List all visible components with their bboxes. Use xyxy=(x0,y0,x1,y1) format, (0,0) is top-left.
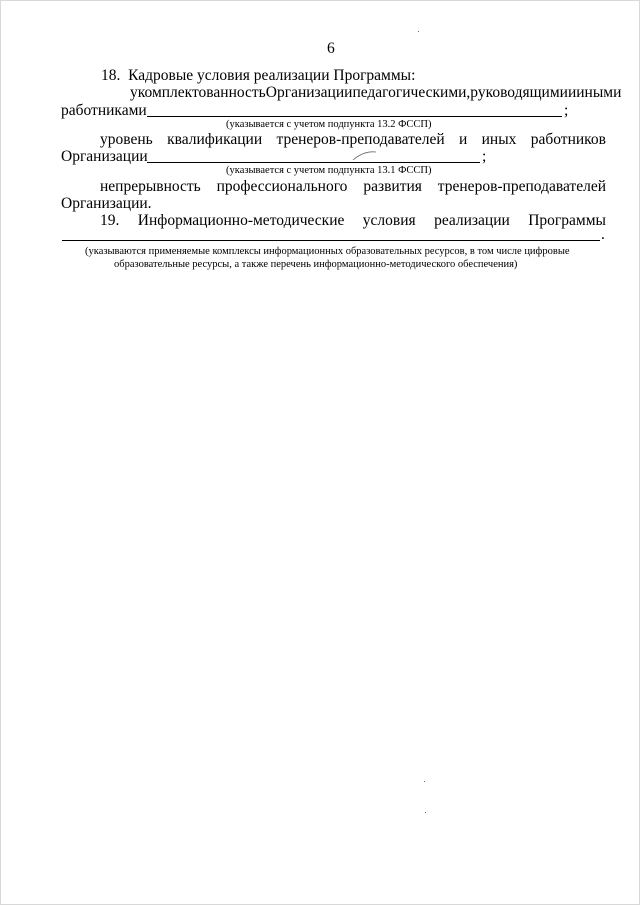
word: работников xyxy=(530,131,606,148)
word: руководящими xyxy=(470,84,568,101)
word: реализации xyxy=(434,212,510,229)
resources-note-line-2: образовательные ресурсы, а также перечень информационно-методического обеспечения) xyxy=(114,259,518,270)
word: условия xyxy=(362,212,416,229)
staffing-note: (указывается с учетом подпункта 13.2 ФССП) xyxy=(226,119,432,130)
qualification-continuation: Организации xyxy=(61,148,148,165)
qualification-note: (указывается с учетом подпункта 13.1 ФССП) xyxy=(226,165,432,176)
scan-speck xyxy=(424,781,425,782)
scan-speck xyxy=(418,31,419,32)
word: педагогическими, xyxy=(352,84,471,101)
qualification-terminator: ; xyxy=(482,148,487,165)
qualification-line xyxy=(100,131,606,149)
resources-fill-line[interactable] xyxy=(62,240,600,241)
word: и xyxy=(459,131,468,148)
word: тренеров-преподавателей xyxy=(437,178,606,195)
word: Организации xyxy=(265,84,353,101)
word: развития xyxy=(363,178,422,195)
word: иных xyxy=(481,131,517,148)
pen-stroke-mark xyxy=(352,150,378,162)
qualification-fill-line[interactable] xyxy=(147,162,480,163)
section-19-terminator: . xyxy=(601,226,605,243)
development-continuation: Организации. xyxy=(61,195,152,212)
word: 19. xyxy=(100,212,120,229)
section-18-heading xyxy=(101,67,415,85)
section-18-title: Кадровые условия реализации Программы: xyxy=(128,67,416,84)
word: укомплектованность xyxy=(130,84,266,101)
development-line xyxy=(100,178,606,196)
word: Информационно-методические xyxy=(137,212,345,229)
word: и xyxy=(567,84,577,101)
word: профессионального xyxy=(216,178,348,195)
staffing-continuation: работниками xyxy=(61,102,147,119)
word: непрерывность xyxy=(100,178,201,195)
staffing-line xyxy=(130,84,622,102)
staffing-terminator: ; xyxy=(564,102,569,119)
word: тренеров-преподавателей xyxy=(276,131,445,148)
section-19-line xyxy=(100,212,606,230)
word: иными xyxy=(576,84,622,101)
word: уровень xyxy=(100,131,153,148)
word: Программы xyxy=(528,212,606,229)
staffing-fill-line[interactable] xyxy=(147,116,562,117)
page-number: 6 xyxy=(327,40,335,57)
scan-speck xyxy=(425,812,426,813)
word: квалификации xyxy=(167,131,263,148)
section-18-number: 18. xyxy=(101,67,121,84)
resources-note-line-1: (указываются применяемые комплексы информационных образовательных ресурсов, в том числе цифровые xyxy=(85,246,570,257)
